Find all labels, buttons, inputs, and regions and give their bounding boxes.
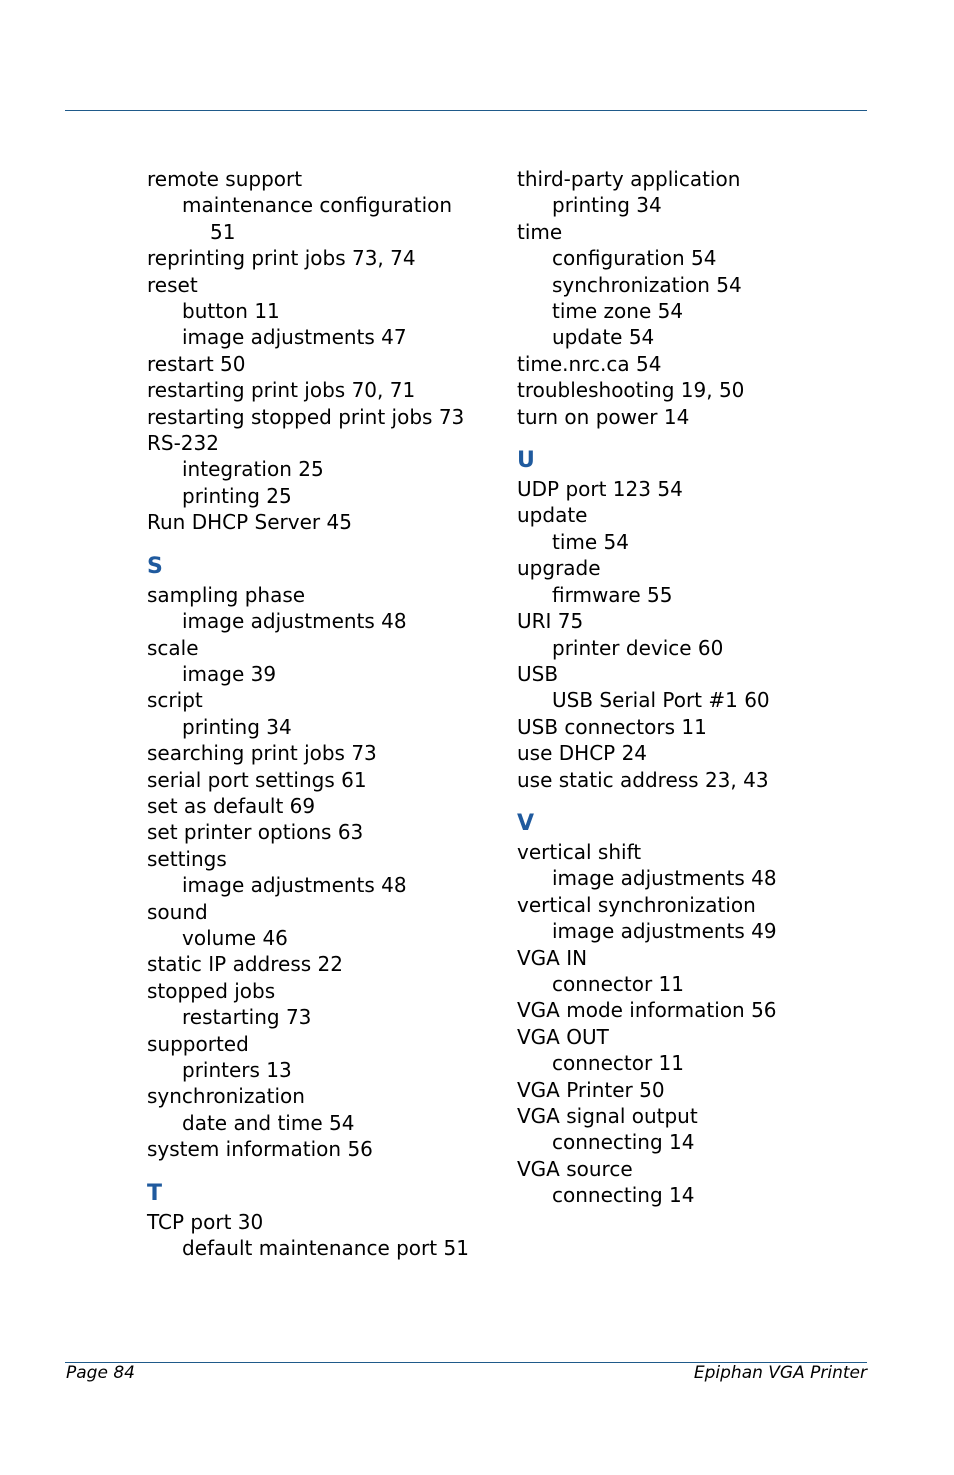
footer-document-title: Epiphan VGA Printer xyxy=(693,1363,867,1383)
index-subentry: image adjustments 49 xyxy=(552,919,777,944)
index-subentry: button 11 xyxy=(182,299,280,324)
index-subentry: volume 46 xyxy=(182,925,288,950)
index-entry: script xyxy=(147,688,203,713)
index-subentry: integration 25 xyxy=(182,457,324,482)
index-subentry: connector 11 xyxy=(552,1051,684,1076)
index-subentry: printing 34 xyxy=(552,193,662,218)
index-column-right xyxy=(517,166,857,1209)
index-entry: RS-232 xyxy=(147,431,219,456)
index-subentry: image adjustments 47 xyxy=(182,325,407,350)
index-entry: turn on power 14 xyxy=(517,404,690,429)
index-entry: remote support xyxy=(147,167,303,191)
index-entry: sampling phase xyxy=(147,582,306,607)
index-entry: reset xyxy=(147,272,198,297)
index-subentry: image 39 xyxy=(182,661,277,686)
index-entry: scale xyxy=(147,635,199,660)
index-entry: upgrade xyxy=(517,556,601,581)
index-subentry: image adjustments 48 xyxy=(552,866,777,891)
index-entry: VGA OUT xyxy=(517,1024,609,1049)
index-letter-heading: V xyxy=(517,810,535,836)
index-entry: sound xyxy=(147,899,208,924)
index-entry: settings xyxy=(147,846,227,871)
index-subentry: update 54 xyxy=(552,325,655,350)
index-column-left xyxy=(147,166,477,1261)
index-subentry: printing 34 xyxy=(182,714,292,739)
index-subentry: firmware 55 xyxy=(552,582,673,607)
index-subentry: printing 25 xyxy=(182,483,292,508)
index-letter-heading: T xyxy=(147,1180,163,1206)
index-entry-continuation: 51 xyxy=(210,219,236,244)
index-entry: restarting stopped print jobs 73 xyxy=(147,404,465,429)
index-letter-heading: U xyxy=(517,448,535,474)
index-entry: time.nrc.ca 54 xyxy=(517,351,662,376)
index-subentry: synchronization 54 xyxy=(552,272,742,297)
index-entry: restarting print jobs 70, 71 xyxy=(147,378,416,403)
index-entry: use static address 23, 43 xyxy=(517,767,769,792)
index-entry: serial port settings 61 xyxy=(147,767,367,792)
index-subentry: configuration 54 xyxy=(552,246,717,271)
index-subentry: printers 13 xyxy=(182,1058,292,1082)
index-entry: use DHCP 24 xyxy=(517,741,648,766)
index-subentry: time zone 54 xyxy=(552,299,684,324)
index-subentry: image adjustments 48 xyxy=(182,873,407,898)
index-entry: third-party application xyxy=(517,167,741,191)
index-entry: supported xyxy=(147,1031,249,1056)
index-subentry: time 54 xyxy=(552,529,629,554)
index-entry: set printer options 63 xyxy=(147,820,364,845)
index-subentry: printer device 60 xyxy=(552,635,724,660)
index-subentry: connector 11 xyxy=(552,971,684,996)
index-entry: VGA Printer 50 xyxy=(517,1077,665,1102)
index-entry: TCP port 30 xyxy=(147,1209,264,1234)
index-subentry: connecting 14 xyxy=(552,1183,695,1208)
index-entry: VGA mode information 56 xyxy=(517,998,777,1023)
index-letter-heading: S xyxy=(147,553,163,579)
index-entry: restart 50 xyxy=(147,351,246,376)
index-subentry: default maintenance port 51 xyxy=(182,1236,469,1261)
index-entry: static IP address 22 xyxy=(147,952,343,977)
index-entry: system information 56 xyxy=(147,1137,373,1162)
index-subentry: restarting 73 xyxy=(182,1005,312,1030)
index-entry: vertical shift xyxy=(517,839,642,864)
index-entry: VGA IN xyxy=(517,945,588,970)
header-rule xyxy=(65,110,867,111)
index-entry: USB xyxy=(517,661,559,686)
index-entry: time xyxy=(517,219,563,244)
index-entry: URI 75 xyxy=(517,609,584,634)
index-subentry: USB Serial Port #1 60 xyxy=(552,688,770,713)
index-entry: VGA signal output xyxy=(517,1104,698,1128)
index-entry: Run DHCP Server 45 xyxy=(147,510,352,535)
index-subentry: date and time 54 xyxy=(182,1110,355,1135)
index-subentry: maintenance configuration xyxy=(182,193,453,218)
index-entry: troubleshooting 19, 50 xyxy=(517,378,745,403)
index-entry: set as default 69 xyxy=(147,793,316,818)
index-entry: synchronization xyxy=(147,1084,305,1109)
index-entry: reprinting print jobs 73, 74 xyxy=(147,246,416,271)
footer-page-number: Page 84 xyxy=(66,1363,135,1383)
index-subentry: image adjustments 48 xyxy=(182,609,407,634)
index-entry: stopped jobs xyxy=(147,978,276,1003)
index-entry: searching print jobs 73 xyxy=(147,741,377,766)
index-entry: UDP port 123 54 xyxy=(517,477,683,502)
index-entry: USB connectors 11 xyxy=(517,714,707,739)
index-subentry: connecting 14 xyxy=(552,1130,695,1155)
index-entry: vertical synchronization xyxy=(517,892,756,917)
index-entry: VGA source xyxy=(517,1156,633,1181)
index-entry: update xyxy=(517,503,588,528)
